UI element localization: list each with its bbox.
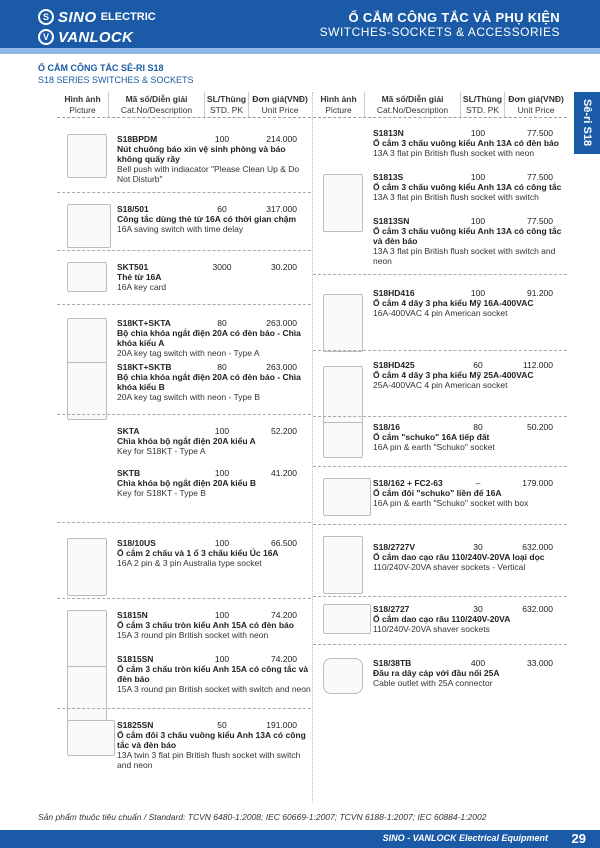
cable-outlet-icon (323, 658, 363, 694)
product-pk: 3000 (212, 262, 232, 272)
header-title (320, 10, 560, 39)
product-info (117, 204, 311, 234)
product-desc-en: 13A twin 3 flat pin British flush socket with switch and neon (117, 750, 301, 770)
product-desc-vi: Ổ cắm dao cạo râu 110/240V-20VA (373, 614, 511, 624)
product-desc-vi: Công tắc dùng thẻ từ 16A có thời gian chậm (117, 214, 297, 224)
product-info (373, 542, 567, 572)
product-image (323, 536, 363, 594)
british-socket-icon (67, 610, 107, 668)
product-pk: 80 (473, 422, 483, 432)
product-code: S18/10US (117, 538, 156, 548)
product-info (117, 720, 311, 770)
product-image (67, 134, 107, 178)
th-price-vi: Đơn giá(VNĐ) (508, 94, 564, 104)
product-price: 74.200 (271, 610, 297, 620)
shaver-socket-icon (323, 604, 371, 634)
schuko-socket-icon (323, 422, 363, 458)
product-code: S18/501 (117, 204, 149, 214)
product-code: S1825SN (117, 720, 154, 730)
product-desc-en: 16A-400VAC 4 pin American socket (373, 308, 508, 318)
row-divider (57, 522, 311, 523)
product-desc-vi: Ổ cắm 3 chấu vuông kiểu Anh 13A có công tắc và đèn báo (373, 226, 562, 246)
product-image (67, 610, 107, 668)
product-pk: 100 (470, 216, 486, 226)
product-code: S18KT+SKTA (117, 318, 171, 328)
product-desc-en: 15A 3 round pin British socket with neon (117, 630, 269, 640)
th-picture-en: Picture (325, 105, 352, 115)
product-image (67, 262, 107, 292)
product-pk: 100 (214, 654, 230, 664)
product-info (117, 538, 311, 568)
th-desc-en: Cat.No/Description (120, 105, 193, 115)
product-code: S18/38TB (373, 658, 412, 668)
th-picture-vi: Hình ảnh (64, 94, 101, 104)
product-pk: 400 (470, 658, 486, 668)
th-pk-vi: SL/Thùng (206, 94, 247, 104)
product-info (117, 468, 311, 498)
product-info (117, 362, 311, 402)
product-desc-vi: Ổ cắm 3 chấu vuông kiểu Anh 13A có công tắc (373, 182, 562, 192)
product-desc-vi: Chìa khóa bộ ngắt điện 20A kiểu A (117, 436, 256, 446)
page-header (0, 0, 600, 54)
product-desc-en: 110/240V-20VA shaver sockets (373, 624, 490, 634)
row-divider (57, 598, 311, 599)
product-desc-vi: Ổ cắm dao cạo râu 110/240V-20VA loại dọc (373, 552, 545, 562)
th-picture-en: Picture (69, 105, 96, 115)
product-info (373, 128, 567, 158)
product-pk: 30 (473, 604, 483, 614)
product-desc-en: 16A saving switch with time delay (117, 224, 244, 234)
product-pk: 100 (470, 128, 486, 138)
product-image (323, 174, 363, 232)
product-price: 632.000 (522, 542, 553, 552)
product-desc-vi: Nút chuông báo xin vệ sinh phòng và báo không quấy rầy (117, 144, 286, 164)
double-schuko-socket-icon (323, 478, 371, 516)
product-desc-vi: Chìa khóa bộ ngắt điện 20A kiểu B (117, 478, 257, 488)
product-desc-en: Key for S18KT - Type B (117, 488, 206, 498)
th-pk-vi: SL/Thùng (462, 94, 503, 104)
bell-push-icon (67, 134, 107, 178)
product-price: 91.200 (527, 288, 553, 298)
product-desc-en: 16A 2 pin & 3 pin Australia type socket (117, 558, 262, 568)
right-product-table (313, 92, 567, 688)
product-image (67, 538, 107, 596)
product-desc-en: 110/240V-20VA shaver sockets - Vertical (373, 562, 526, 572)
product-desc-en: 20A key tag switch with neon - Type A (117, 348, 260, 358)
product-code: S18BPDM (117, 134, 158, 144)
product-price: 52.200 (271, 426, 297, 436)
vanlock-logo-icon: V (38, 29, 54, 45)
row-divider (313, 416, 567, 417)
product-code: S18/16 (373, 422, 400, 432)
shaver-socket-icon (323, 536, 363, 594)
product-code: S18KT+SKTB (117, 362, 172, 372)
product-desc-vi: Ổ cắm đôi "schuko" liền đế 16A (373, 488, 502, 498)
product-desc-vi: Đầu ra dây cáp với đầu nối 25A (373, 668, 500, 678)
header-title-vi: Ổ CẮM CÔNG TẮC VÀ PHỤ KIỆN (348, 10, 560, 25)
product-image (67, 204, 107, 248)
product-desc-vi: Ổ cắm "schuko" 16A tiếp đất (373, 432, 490, 442)
product-pk: 60 (217, 204, 227, 214)
th-price-en: Unit Price (261, 105, 299, 115)
product-price: 66.500 (271, 538, 297, 548)
product-desc-vi: Bộ chìa khóa ngắt điện 20A có đèn báo - Chìa khóa kiểu B (117, 372, 301, 392)
twin-socket-icon (67, 720, 115, 756)
key-card-icon (67, 262, 107, 292)
british-socket-icon (323, 174, 363, 232)
product-info (373, 360, 567, 390)
product-price: 30.200 (271, 262, 297, 272)
product-info (373, 478, 567, 508)
product-price: 214.000 (266, 134, 297, 144)
product-desc-vi: Thẻ từ 16A (117, 272, 162, 282)
product-pk: 100 (214, 426, 230, 436)
th-price-vi: Đơn giá(VNĐ) (252, 94, 308, 104)
product-image (323, 604, 363, 634)
product-code: S18HD416 (373, 288, 415, 298)
table-header (57, 92, 311, 118)
th-pk-en: STD. PK (465, 105, 500, 115)
product-desc-en: 16A pin & earth "Schuko" socket (373, 442, 495, 452)
row-divider (313, 596, 567, 597)
product-desc-en: Key for S18KT - Type A (117, 446, 206, 456)
section-title-vi: Ổ CẮM CÔNG TẮC SÊ-RI S18 (38, 63, 164, 73)
product-desc-vi: Ổ cắm 4 dây 3 pha kiểu Mỹ 16A-400VAC (373, 298, 534, 308)
table-header (313, 92, 567, 118)
product-code: S1815N (117, 610, 148, 620)
australia-socket-icon (67, 538, 107, 596)
product-price: 77.500 (527, 172, 553, 182)
product-info (117, 426, 311, 456)
row-divider (313, 350, 567, 351)
product-price: 77.500 (527, 216, 553, 226)
product-code: S1815SN (117, 654, 154, 664)
th-desc-vi: Mã số/Diễn giải (125, 94, 188, 104)
product-info (373, 604, 567, 634)
brand-logo (38, 7, 156, 47)
product-pk: 100 (214, 134, 230, 144)
row-divider (57, 304, 311, 305)
header-title-en: SWITCHES-SOCKETS & ACCESSORIES (319, 25, 560, 39)
product-pk: 60 (473, 360, 483, 370)
product-price: 632.000 (522, 604, 553, 614)
product-image (67, 426, 107, 514)
british-socket-icon (67, 666, 107, 724)
footer-text: SINO - VANLOCK Electrical Equipment (382, 833, 548, 843)
product-desc-en: 20A key tag switch with neon - Type B (117, 392, 261, 402)
product-pk: 50 (217, 720, 227, 730)
product-info (117, 654, 311, 694)
brand-vanlock: VANLOCK (58, 28, 134, 46)
product-code: SKT501 (117, 262, 149, 272)
key-tag-switch-icon (67, 362, 107, 420)
section-title-en: S18 SERIES SWITCHES & SOCKETS (38, 75, 194, 85)
product-desc-vi: Ổ cắm 2 chấu và 1 ổ 3 chấu kiểu Úc 16A (117, 548, 279, 558)
product-price: 179.000 (522, 478, 553, 488)
column-divider (312, 92, 313, 802)
product-pk: – (475, 478, 481, 488)
product-price: 263.000 (266, 318, 297, 328)
product-image (67, 666, 107, 724)
product-price: 191.000 (266, 720, 297, 730)
product-image (323, 658, 363, 694)
product-pk: 30 (473, 542, 483, 552)
product-desc-en: 25A-400VAC 4 pin American socket (373, 380, 508, 390)
row-divider (313, 466, 567, 467)
row-divider (313, 644, 567, 645)
product-desc-vi: Ổ cắm 3 chấu tròn kiểu Anh 15A có công tắc và đèn báo (117, 664, 309, 684)
product-desc-vi: Ổ cắm 3 chấu tròn kiểu Anh 15A có đèn báo (117, 620, 294, 630)
product-price: 50.200 (527, 422, 553, 432)
section-title (38, 62, 194, 86)
product-price: 317.000 (266, 204, 297, 214)
product-code: S18/162 + FC2-63 (373, 478, 443, 488)
product-info (117, 262, 311, 292)
product-desc-vi: Ổ cắm 4 dây 3 pha kiểu Mỹ 25A-400VAC (373, 370, 534, 380)
product-code: S18HD425 (373, 360, 415, 370)
product-info (373, 288, 567, 318)
sino-logo-icon: S (38, 9, 54, 25)
product-code: SKTB (117, 468, 141, 478)
product-desc-en: 16A key card (117, 282, 167, 292)
product-code: S18/2727V (373, 542, 416, 552)
product-desc-en: 13A 3 flat pin British flush socket with switch and neon (373, 246, 556, 266)
standards-note: Sản phẩm thuộc tiêu chuẩn / Standard: TCVN 6480-1:2008; IEC 60669-1:2007; TCVN 6188-1:2007; IEC 60884-1:2002 (38, 812, 487, 822)
product-price: 263.000 (266, 362, 297, 372)
product-code: S1813N (373, 128, 404, 138)
product-pk: 100 (214, 610, 230, 620)
th-pk-en: STD. PK (209, 105, 244, 115)
product-desc-en: 13A 3 flat pin British flush socket with neon (373, 148, 535, 158)
th-desc-vi: Mã số/Diễn giải (381, 94, 444, 104)
product-info (373, 422, 567, 452)
row-divider (57, 250, 311, 251)
left-product-table (57, 92, 311, 770)
product-desc-en: 15A 3 round pin British socket with switch and neon (117, 684, 311, 694)
product-price: 112.000 (522, 360, 553, 370)
product-desc-en: Cable outlet with 25A connector (373, 678, 493, 688)
series-side-tab: Sê-ri S18 (574, 92, 600, 154)
product-image (323, 422, 363, 458)
product-code: SKTA (117, 426, 140, 436)
product-desc-vi: Ổ cắm 3 chấu vuông kiểu Anh 13A có đèn báo (373, 138, 559, 148)
page-number: 29 (571, 831, 586, 846)
brand-electric: ELECTRIC (100, 11, 156, 23)
product-desc-vi: Bộ chìa khóa ngắt điện 20A có đèn báo - Chìa khóa kiểu A (117, 328, 301, 348)
row-divider (57, 708, 311, 709)
product-pk: 100 (470, 172, 486, 182)
product-price: 41.200 (271, 468, 297, 478)
row-divider (313, 524, 567, 525)
brand-sino: SINO (58, 8, 97, 26)
row-divider (313, 274, 567, 275)
product-info (373, 216, 567, 266)
row-divider (57, 192, 311, 193)
product-price: 74.200 (271, 654, 297, 664)
product-pk: 80 (217, 318, 227, 328)
product-image (323, 294, 363, 352)
product-code: S18/2727 (373, 604, 410, 614)
product-pk: 100 (214, 538, 230, 548)
row-divider (57, 414, 311, 415)
product-price: 77.500 (527, 128, 553, 138)
product-info (117, 318, 311, 358)
product-info (373, 658, 567, 688)
product-info (117, 134, 311, 184)
page-footer (0, 830, 600, 848)
th-desc-en: Cat.No/Description (376, 105, 449, 115)
product-info (117, 610, 311, 640)
th-price-en: Unit Price (517, 105, 555, 115)
product-image (67, 720, 107, 756)
product-price: 33.000 (527, 658, 553, 668)
product-code: S1813S (373, 172, 404, 182)
american-socket-icon (323, 294, 363, 352)
product-code: S1813SN (373, 216, 410, 226)
product-desc-en: 13A 3 flat pin British flush socket with switch (373, 192, 539, 202)
product-desc-en: Bell push with indiacator "Please Clean Up & Do Not Disturb" (117, 164, 300, 184)
th-picture-vi: Hình ảnh (320, 94, 357, 104)
key-card-switch-icon (67, 204, 111, 248)
key-icon (67, 426, 107, 514)
product-info (373, 172, 567, 202)
product-desc-vi: Ổ cắm đôi 3 chấu vuông kiểu Anh 13A có công tắc và đèn báo (117, 730, 306, 750)
product-image (323, 478, 363, 516)
product-pk: 100 (470, 288, 486, 298)
product-image (67, 362, 107, 420)
product-pk: 100 (214, 468, 230, 478)
product-pk: 80 (217, 362, 227, 372)
product-desc-en: 16A pin & earth "Schuko" socket with box (373, 498, 529, 508)
